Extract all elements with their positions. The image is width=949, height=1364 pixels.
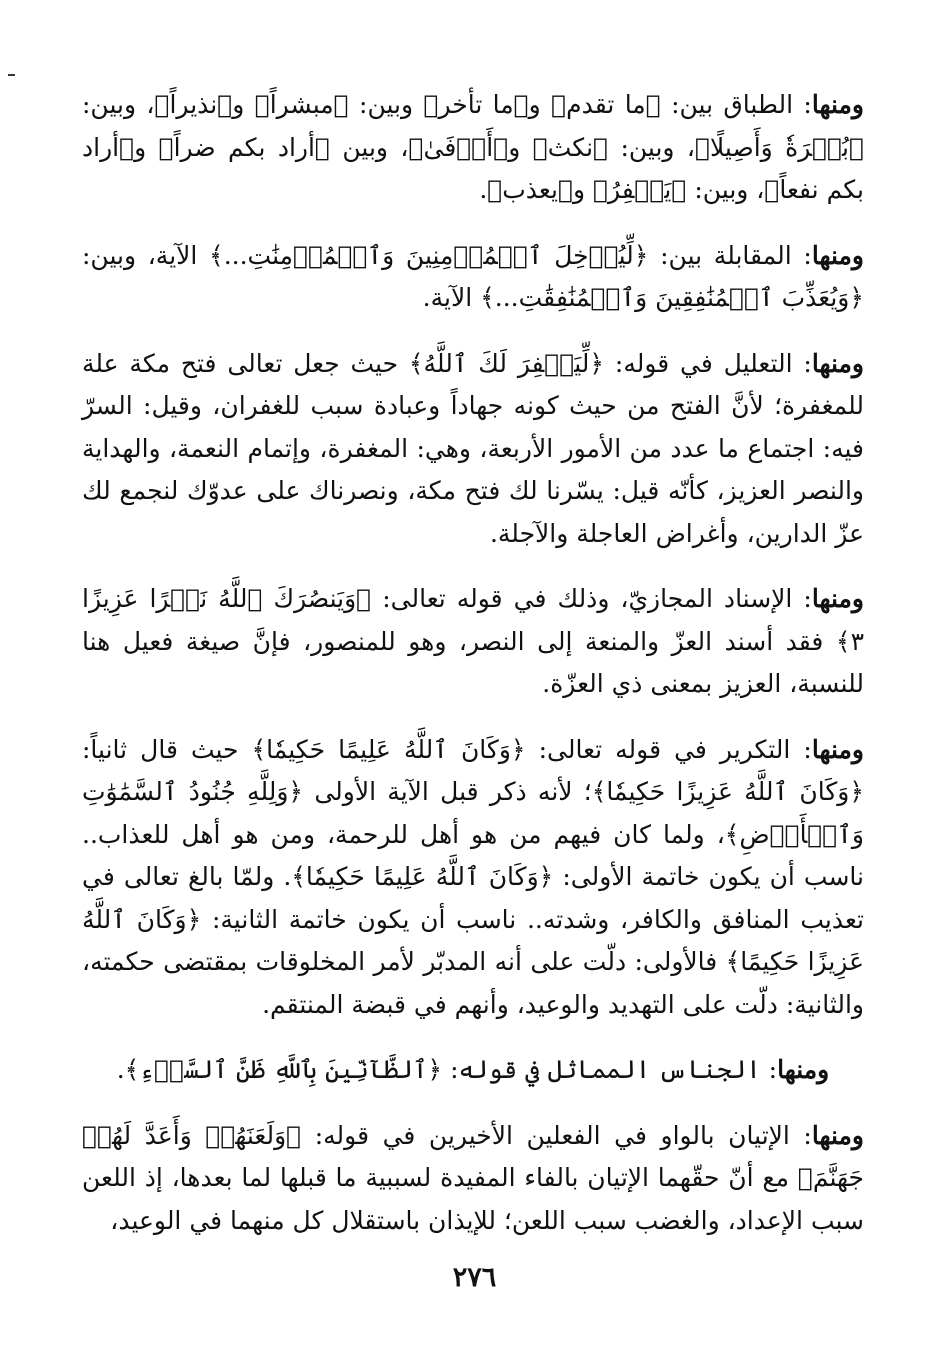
paragraph-takrir [82,729,864,1027]
paragraph-tibaq [82,84,864,212]
paragraph-lead: ومنها [811,240,864,270]
paragraph-body: : الإسناد المجازيّ، وذلك في قوله تعالى: ﴿وَيَنصُرَكَ ٱللَّهُ نَصۡرًا عَزِيزًا ٣﴾ فقد أسند العزّ والمنعة إلى النصر، وهو للمنصور، فإنَّ صيغة فعيل هنا للنسبة، العزيز بمعنى ذي العزّة. [82,584,864,698]
paragraph-muqabala [82,235,864,320]
paragraph-talil [82,343,864,556]
paragraph-body: : الإتيان بالواو في الفعلين الأخيرين في قوله: ﴿وَلَعَنَهُمۡ وَأَعَدَّ لَهُمۡ جَهَنَّمَ﴾ مع أنّ حقّهما الإتيان بالفاء المفيدة لسببية ما قبلها لما بعدها، إذ اللعن سبب الإعداد، والغضب سبب اللعن؛ للإيذان باستقلال كل منهما في الوعيد، [82,1120,864,1235]
page-number: ٢٧٦ [452,1262,497,1293]
paragraph-body: : التعليل في قوله: ﴿لِّيَغۡفِرَ لَكَ ٱللَّهُ﴾ حيث جعل تعالى فتح مكة علة للمغفرة؛ لأنَّ الفتح من حيث كونه جهاداً وعبادة سبب للغفران، وقيل: السرّ فيه: اجتماع ما عدد من الأمور الأربعة، وهي: المغفرة، وإتمام النعمة، والهداية والنصر العزيز، كأنّه قيل: يسّرنا لك فتح مكة، ونصرناك على عدوّك لنجمع لك عزّ الدارين، وأغراض العاجلة والآجلة. [82,348,864,548]
paragraph-lead: ومنها [811,90,864,119]
paragraph-waw [82,1115,864,1243]
main-text [82,84,864,1265]
paragraph-body: : الطباق بين: ﴿ما تقدم﴾ و﴿ما تأخر﴾ وبين: ﴿مبشراً﴾ و﴿نذيراً﴾، وبين: ﴿بُكۡرَةٗ وَأَصِيلًا﴾، وبين: ﴿نكث﴾ و﴿أَوۡفَىٰ﴾، وبين ﴿أراد بكم ضراً﴾ و﴿أراد بكم نفعاً﴾، وبين: ﴿يَغۡفِرُ﴾ و﴿يعذب﴾. [82,90,864,204]
paragraph-jinas [82,1049,864,1092]
paragraph-isnad [82,578,864,706]
paragraph-body: : المقابلة بين: ﴿لِّيُدۡخِلَ ٱلۡمُؤۡمِنِينَ وَٱلۡمُؤۡمِنَٰتِ...﴾ الآية، وبين: ﴿وَيُعَذِّبَ ٱلۡمُنَٰفِقِينَ وَٱلۡمُنَٰفِقَٰتِ...﴾ الآية. [82,240,864,312]
paragraph-lead: ومنها [811,348,864,378]
scan-mark [8,74,15,76]
paragraph-lead: ومنها [777,1055,830,1084]
paragraph-lead: ومنها [811,584,864,613]
paragraph-body: : التكرير في قوله تعالى: ﴿وَكَانَ ٱللَّهُ عَلِيمًا حَكِيمٗا﴾ حيث قال ثانياً: ﴿وَكَانَ ٱللَّهُ عَزِيزًا حَكِيمٗا﴾؛ لأنه ذكر قبل الآية الأولى ﴿وَلِلَّهِ جُنُودُ ٱلسَّمَٰوَٰتِ وَٱلۡأَرۡضِ﴾، ولما كان فيهم من هو أهل للرحمة، ومن هو أهل للعذاب.. ناسب أن يكون خاتمة الأولى: ﴿وَكَانَ ٱللَّهُ عَلِيمًا حَكِيمٗا﴾. ولمّا بالغ تعالى في تعذيب المنافق والكافر، وشدته.. ناسب أن يكون خاتمة الثانية: ﴿وَكَانَ ٱللَّهُ عَزِيزًا حَكِيمًا﴾ فالأولى: دلّت على أنه المدبّر لأمر المخلوقات بمقتضى حكمته، والثانية: دلّت على التهديد والوعيد، وأنهم في قبضة المنتقم. [82,734,864,1019]
paragraph-body: : الجناس المماثل في قوله: ﴿ٱلظَّآنِّينَ بِٱللَّهِ ظَنَّ ٱلسَّوۡءِ﴾. [116,1055,778,1084]
paragraph-lead: ومنها [811,1120,864,1150]
paragraph-lead: ومنها [811,734,864,764]
